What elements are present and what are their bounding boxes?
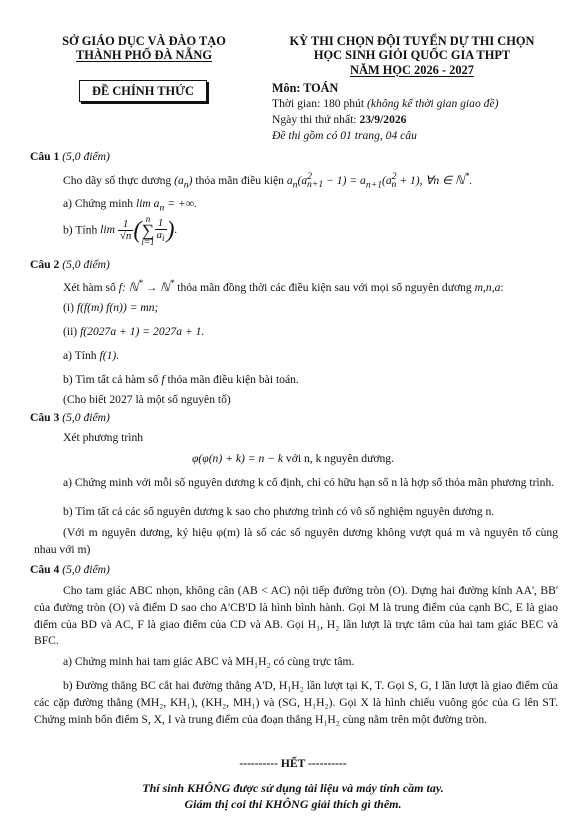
subject: Môn: TOÁN (272, 81, 339, 95)
q2-part-a-formula: f(1). (99, 349, 120, 362)
q3-label: Câu 3 (30, 411, 60, 424)
q4-stem: Cho tam giác ABC nhọn, không cân (AB < AC) nội tiếp đường tròn (O). Dựng hai đường kính AA', BB' của đường tròn (O) và điểm D sao cho A'CB'D là hình bình hành. Gọi M là trung điểm của cạnh BC, E là giao điểm của BD và AC, F là giao điểm của CD và AB. Gọi H₁, H₂ lần lượt là trực tâm của hai tam giác BEC và BFC. (34, 584, 558, 648)
q1-part-b (63, 215, 177, 246)
q1-stem (63, 171, 472, 191)
q2-part-b-post: thỏa mãn điều kiện bài toán. (164, 373, 299, 386)
q1-part-b-pre: b) Tính (63, 223, 101, 237)
q1-stem-pre: Cho dãy số thực dương (63, 173, 175, 187)
q2-cond-i (63, 301, 158, 315)
q2-stem: Xét hàm số f: ℕ* → ℕ* thỏa mãn đồng thời các điều kiện sau với mọi số nguyên dương m,n,a: (63, 278, 504, 294)
q2-function: f: ℕ* → ℕ* (118, 278, 175, 294)
q1-sequence: $(a_n)$ (174, 173, 193, 191)
q4-label: Câu 4 (30, 563, 60, 576)
q4-heading (30, 563, 110, 577)
department-header (30, 34, 258, 63)
exam-meta (272, 80, 572, 143)
q2-vars: m,n,a (474, 280, 501, 294)
q2-heading (30, 258, 110, 272)
q2-stem-post: thỏa mãn đồng thời các điều kiện sau với mọi số nguyên dương (174, 280, 475, 294)
q4-part-b: b) Đường thẳng BC cắt hai đường thẳng A'D, H₁H₂ lần lượt tại K, T. Gọi S, G, I lần lượt là giao điểm của các cặp đường thẳng (MH₂, KH₁), (KH₂, MH₁) và (SG, H₁H₂). Gọi X là hình chiếu vuông góc của G lên ST. Chứng minh bốn điểm S, X, I và trung điểm của đoạn thẳng H₁H₂ cùng nằm trên một đường tròn. (34, 679, 558, 726)
q2-note: (Cho biết 2027 là một số nguyên tố) (63, 393, 231, 406)
q2-part-b (63, 373, 299, 387)
q2-cond-ii-label: (ii) (63, 325, 81, 338)
q2-stem-pre: Xét hàm số (63, 280, 119, 294)
q2-points: (5,0 điểm) (59, 258, 110, 271)
q2-cond-ii (63, 325, 204, 339)
q2-cond-i-label: (i) (63, 301, 77, 314)
q2-part-b-f: f (161, 373, 165, 386)
q3-heading (30, 411, 110, 425)
q2-cond-i-formula: f(f(m) f(n)) = mn; (76, 301, 159, 314)
q3-part-a: a) Chứng minh với mỗi số nguyên dương k cố định, chỉ có hữu hạn số n là hợp số thỏa mãn phương trình. (63, 476, 555, 489)
q1-heading (30, 150, 110, 164)
exam-day-line (272, 112, 572, 128)
footer-note-line1: Thí sinh KHÔNG được sử dụng tài liệu và máy tính cầm tay. (142, 781, 444, 795)
exam-title-line1: KỲ THI CHỌN ĐỘI TUYỂN DỰ THI CHỌN (289, 34, 535, 48)
q3-note: (Với m nguyên dương, ký hiệu φ(m) là số các số nguyên dương không vượt quá m và nguyên tố cùng nhau với m) (34, 526, 558, 557)
q1-part-a (63, 197, 197, 214)
q3-points: (5,0 điểm) (59, 411, 110, 424)
q3-part-b: b) Tìm tất cả các số nguyên dương k sao cho phương trình có vô số nghiệm nguyên dương n. (63, 505, 495, 518)
q1-condition: $a_n(a^2_{n+1} - 1) = a_{n+1}(a^2_n + 1)$, ∀n ∈ ℕ*. (286, 171, 473, 191)
q2-part-b-pre: b) Tìm tất cả hàm số (63, 373, 162, 386)
q3-equation-formula: φ(φ(n) + k) = n − k (192, 452, 284, 465)
department-line2: THÀNH PHỐ ĐÀ NẴNG (76, 48, 212, 63)
q2-part-a-text: a) Tính (63, 349, 100, 362)
q1-points: (5,0 điểm) (59, 150, 110, 163)
q1-part-a-formula: $\lim a_n$ = +∞. (135, 197, 197, 214)
q1-part-a-pre: a) Chứng minh (63, 197, 136, 210)
department-line1: SỞ GIÁO DỤC VÀ ĐÀO TẠO (62, 34, 226, 48)
q2-cond-ii-formula: f(2027a + 1) = 2027a + 1. (80, 325, 205, 338)
time-prefix: Thời gian: 180 phút (272, 97, 368, 111)
time-line (272, 96, 572, 112)
footer-note-line2: Giám thị coi thi KHÔNG giải thích gì thêm. (184, 796, 402, 811)
q2-label: Câu 2 (30, 258, 60, 271)
q3-equation (192, 452, 394, 466)
exam-info: Đề thi gồm có 01 trang, 04 câu (272, 128, 417, 142)
q1-stem-post: thỏa mãn điều kiện (192, 173, 287, 187)
end-mark: ---------- HẾT ---------- (239, 757, 347, 770)
exam-title-line3: NĂM HỌC 2026 - 2027 (350, 62, 474, 77)
q1-part-b-formula: lim $\frac{1}{√n}$ ( n ∑ i=1 $\frac{1}{a_i}$ ). (100, 214, 178, 248)
exam-title (262, 34, 562, 77)
exam-day-date: 23/9/2026 (359, 113, 407, 127)
q3-stem: Xét phương trình (63, 431, 144, 444)
footer-note (0, 781, 586, 812)
time-note: (không kể thời gian giao đề) (367, 97, 499, 111)
exam-day-prefix: Ngày thi thứ nhất: (272, 113, 360, 127)
official-label: ĐỀ CHÍNH THỨC (79, 80, 207, 102)
q1-label: Câu 1 (30, 150, 60, 163)
q4-part-a: a) Chứng minh hai tam giác ABC và MH₁H₂ có cùng trực tâm. (63, 655, 355, 668)
q2-part-a (63, 349, 119, 363)
q3-equation-post: với n, k nguyên dương. (283, 452, 394, 465)
exam-title-line2: HỌC SINH GIỎI QUỐC GIA THPT (313, 48, 511, 63)
q4-points: (5,0 điểm) (59, 563, 110, 576)
